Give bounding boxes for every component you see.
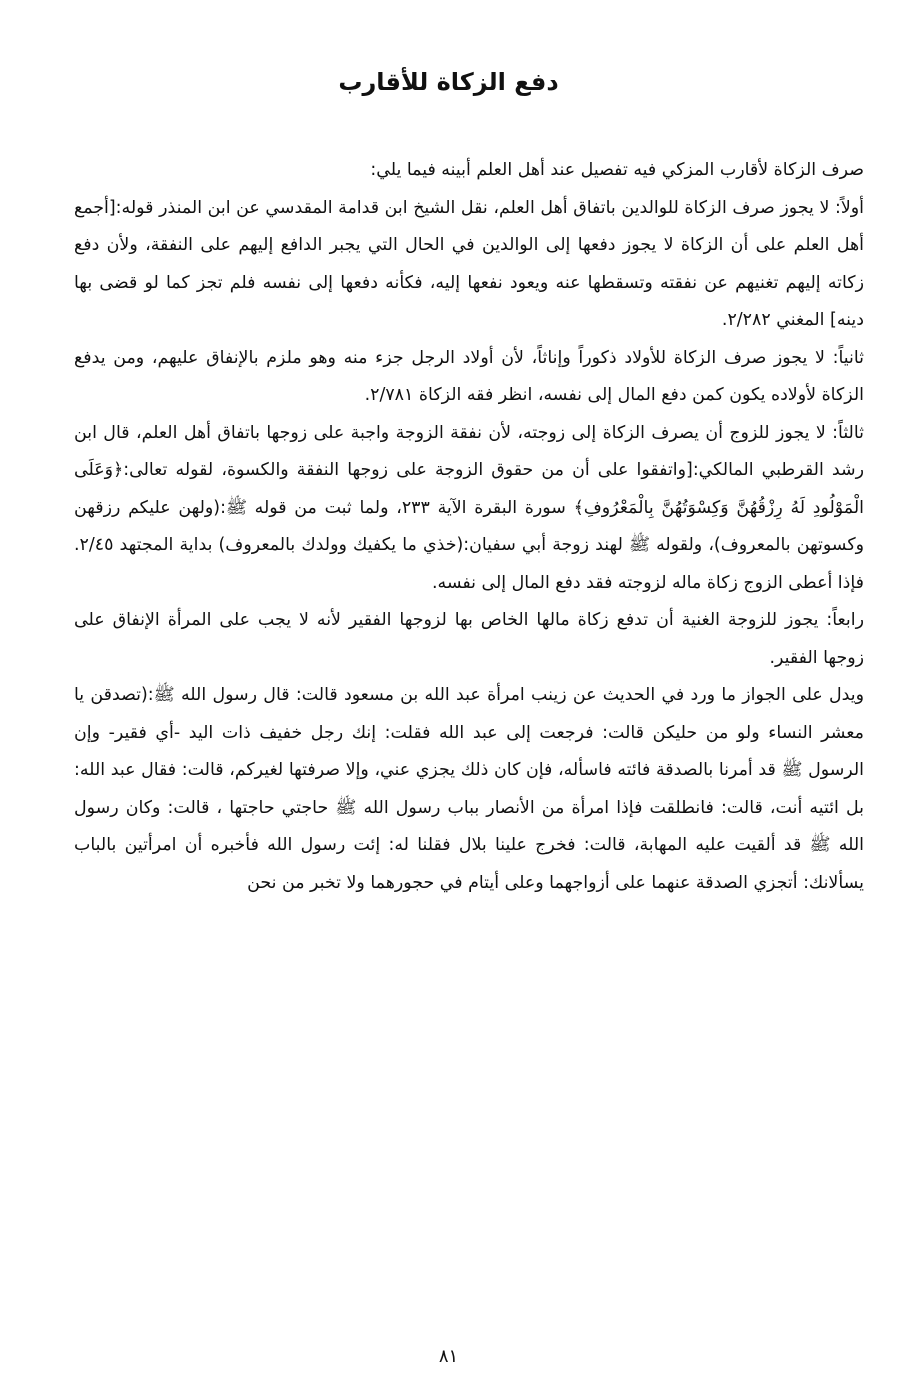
page-title: دفع الزكاة للأقارب [338,68,559,96]
body-text [74,152,864,902]
page-number: ٨١ [438,1346,459,1367]
intro-paragraph: صرف الزكاة لأقارب المزكي فيه تفصيل عند أهل العلم أبينه فيما يلي: [370,160,864,180]
paragraph-children: ثانياً: لا يجوز صرف الزكاة للأولاد ذكوراً وإناثاً، لأن أولاد الرجل جزء منه وهو ملزم بالإنفاق عليهم، ومن يدفع الزكاة لأولاده يكون كمن دفع المال إلى نفسه، انظر فقه الزكاة ٢/٧٨١. [74,347,864,405]
paragraph-wife: ثالثاً: لا يجوز للزوج أن يصرف الزكاة إلى زوجته، لأن نفقة الزوجة واجبة على زوجها باتفاق أهل العلم، قال ابن رشد القرطبي المالكي:[واتفقوا على أن من حقوق الزوجة على زوجها النفقة والكسوة، لقوله تعالى:﴿وَعَلَى الْمَوْلُودِ لَهُ رِزْقُهُنَّ وَكِسْوَتُهُنَّ بِالْمَعْرُوفِ﴾ سورة البقرة الآية ٢٣٣، ولما ثبت من قوله ﷺ:(ولهن عليكم رزقهن وكسوتهن بالمعروف)، ولقوله ﷺ لهند زوجة أبي سفيان:(خذي ما يكفيك وولدك بالمعروف) بداية المجتهد ٢/٤٥. فإذا أعطى الزوج زكاة ماله لزوجته فقد دفع المال إلى نفسه. [74,422,864,593]
paragraph-husband: رابعاً: يجوز للزوجة الغنية أن تدفع زكاة مالها الخاص بها لزوجها الفقير لأنه لا يجب على المرأة الإنفاق على زوجها الفقير. [74,610,864,668]
paragraph-parents: أولاً: لا يجوز صرف الزكاة للوالدين باتفاق أهل العلم، نقل الشيخ ابن قدامة المقدسي عن ابن المنذر قوله:[أجمع أهل العلم على أن الزكاة لا يجوز دفعها إلى الوالدين في الحال التي يجبر الدافع إليهم على النفقة، ولأن دفع زكاته إليهم تغنيهم عن نفقته وتسقطها عنه ويعود نفعها إليه، فكأنه دفعها إلى نفسه فلم تجز كما لو قضى بها دينه] المغني ٢/٢٨٢. [74,197,864,330]
paragraph-hadith: ويدل على الجواز ما ورد في الحديث عن زينب امرأة عبد الله بن مسعود قالت: قال رسول الله ﷺ:(تصدقن يا معشر النساء ولو من حليكن قالت: فرجعت إلى عبد الله فقلت: إنك رجل خفيف ذات اليد -أي فقير- وإن الرسول ﷺ قد أمرنا بالصدقة فائته فاسأله، فإن كان ذلك يجزي عني، وإلا صرفتها لغيركم، قالت: فقال عبد الله: بل ائتيه أنت، قالت: فانطلقت فإذا امرأة من الأنصار بباب رسول الله ﷺ حاجتي حاجتها ، قالت: وكان رسول الله ﷺ قد ألقيت عليه المهابة، قالت: فخرج علينا بلال فقلنا له: إئت رسول الله فأخبره أن امرأتين بالباب يسألانك: أتجزي الصدقة عنهما على أزواجهما وعلى أيتام في حجورهما ولا تخبر من نحن [74,685,864,893]
